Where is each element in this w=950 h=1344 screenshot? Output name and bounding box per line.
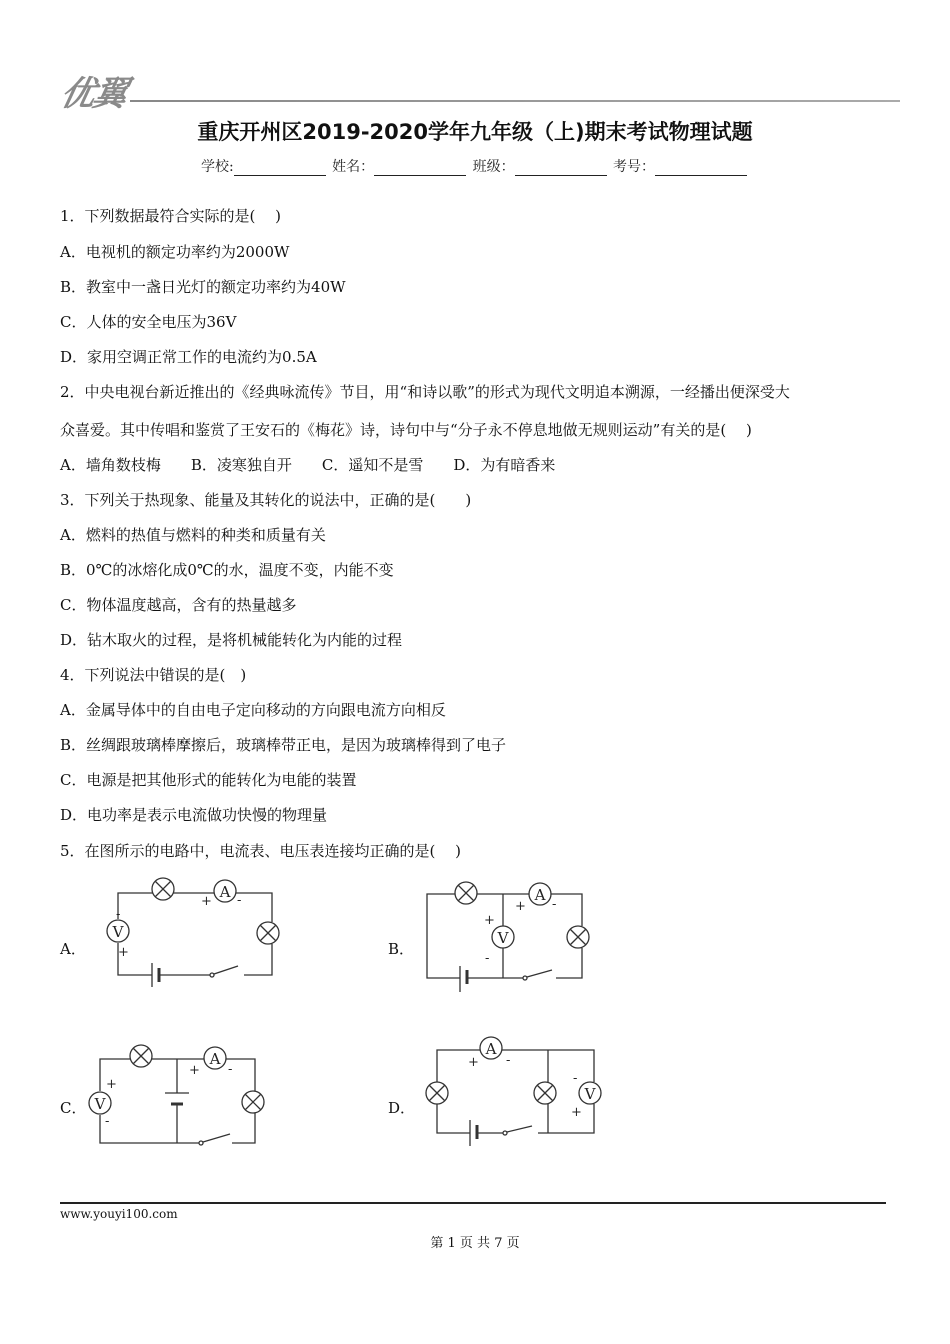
question-2: 2．中央电视台新近推出的《经典咏流传》节目，用“和诗以歌”的形式为现代文明追本溯源，一经播出便深受大 xyxy=(60,383,790,401)
svg-text:-: - xyxy=(105,1114,110,1129)
lamp-icon xyxy=(152,878,174,900)
circuit-b xyxy=(427,882,589,992)
option: A．电视机的额定功率约为2000W xyxy=(60,243,290,261)
circuit-c xyxy=(89,1045,264,1145)
name-label: 姓名： xyxy=(332,159,375,175)
svg-text:-: - xyxy=(237,893,242,908)
question-1: 1．下列数据最符合实际的是( ) xyxy=(60,207,282,225)
option: D．钻木取火的过程，是将机械能转化为内能的过程 xyxy=(60,631,403,649)
option: B．0℃的冰熔化成0℃的水，温度不变，内能不变 xyxy=(60,561,394,579)
svg-text:-: - xyxy=(485,951,490,966)
option: D．为有暗香来 xyxy=(453,456,556,474)
question-2-cont: 众喜爱。其中传唱和鉴赏了王安石的《梅花》诗，诗句中与“分子永不停息地做无规则运动”有关的是( ) xyxy=(60,421,752,439)
svg-text:-: - xyxy=(228,1062,233,1077)
option: C．电源是把其他形式的能转化为电能的装置 xyxy=(60,771,357,789)
number-label: 考号： xyxy=(613,159,656,175)
svg-text:A: A xyxy=(534,886,546,904)
circuit-label-d: D． xyxy=(388,1099,416,1117)
svg-text:A: A xyxy=(485,1040,497,1058)
lamp-icon xyxy=(257,922,279,944)
option: C．人体的安全电压为36V xyxy=(60,313,237,331)
question-4: 4．下列说法中错误的是( ) xyxy=(60,666,247,684)
svg-text:-: - xyxy=(506,1053,511,1068)
question-3: 3．下列关于热现象、能量及其转化的说法中，正确的是( ) xyxy=(60,491,472,509)
svg-text:V: V xyxy=(584,1085,596,1103)
svg-text:+: + xyxy=(106,1077,117,1092)
option: C．物体温度越高，含有的热量越多 xyxy=(60,596,297,614)
option: D．电功率是表示电流做功快慢的物理量 xyxy=(60,806,328,824)
option: A．墙角数枝梅 xyxy=(60,456,161,474)
class-label: 班级： xyxy=(472,159,515,175)
svg-text:A: A xyxy=(219,883,231,901)
svg-text:-: - xyxy=(552,897,557,912)
svg-text:+: + xyxy=(201,894,212,909)
circuit-label-a: A． xyxy=(60,940,86,958)
svg-text:-: - xyxy=(116,907,121,922)
svg-text:+: + xyxy=(118,945,129,960)
option: B．凌寒独自开 xyxy=(190,456,292,474)
logo: 优翼 xyxy=(57,74,130,114)
school-label: 学校: xyxy=(200,159,234,175)
circuit-label-c: C． xyxy=(60,1099,87,1117)
circuit-label-b: B． xyxy=(388,940,415,958)
footer-url[interactable]: www.youyi100.com xyxy=(60,1207,178,1221)
svg-text:+: + xyxy=(571,1105,582,1120)
circuit-a xyxy=(107,878,279,987)
footer-divider xyxy=(60,1202,886,1204)
page-title: 重庆开州区2019-2020学年九年级（上)期末考试物理试题 xyxy=(197,120,753,144)
svg-text:+: + xyxy=(515,899,526,914)
question-5: 5．在图所示的电路中，电流表、电压表连接均正确的是( ) xyxy=(60,842,462,860)
option: A．金属导体中的自由电子定向移动的方向跟电流方向相反 xyxy=(60,701,446,719)
option: C．遥知不是雪 xyxy=(321,456,424,474)
circuit-d xyxy=(426,1037,601,1146)
option: B．丝绸跟玻璃棒摩擦后，玻璃棒带正电，是因为玻璃棒得到了电子 xyxy=(60,736,507,754)
svg-text:A: A xyxy=(209,1050,221,1068)
svg-text:-: - xyxy=(573,1071,578,1086)
svg-text:+: + xyxy=(189,1063,200,1078)
svg-text:+: + xyxy=(484,913,495,928)
option: D．家用空调正常工作的电流约为0.5A xyxy=(60,348,317,366)
svg-text:V: V xyxy=(112,923,124,941)
option: A．燃料的热值与燃料的种类和质量有关 xyxy=(60,526,326,544)
page-number: 第 1 页 共 7 页 xyxy=(430,1236,520,1251)
svg-text:V: V xyxy=(497,929,509,947)
option: B．教室中一盏日光灯的额定功率约为40W xyxy=(60,278,346,296)
svg-text:+: + xyxy=(468,1055,479,1070)
svg-text:V: V xyxy=(94,1095,106,1113)
